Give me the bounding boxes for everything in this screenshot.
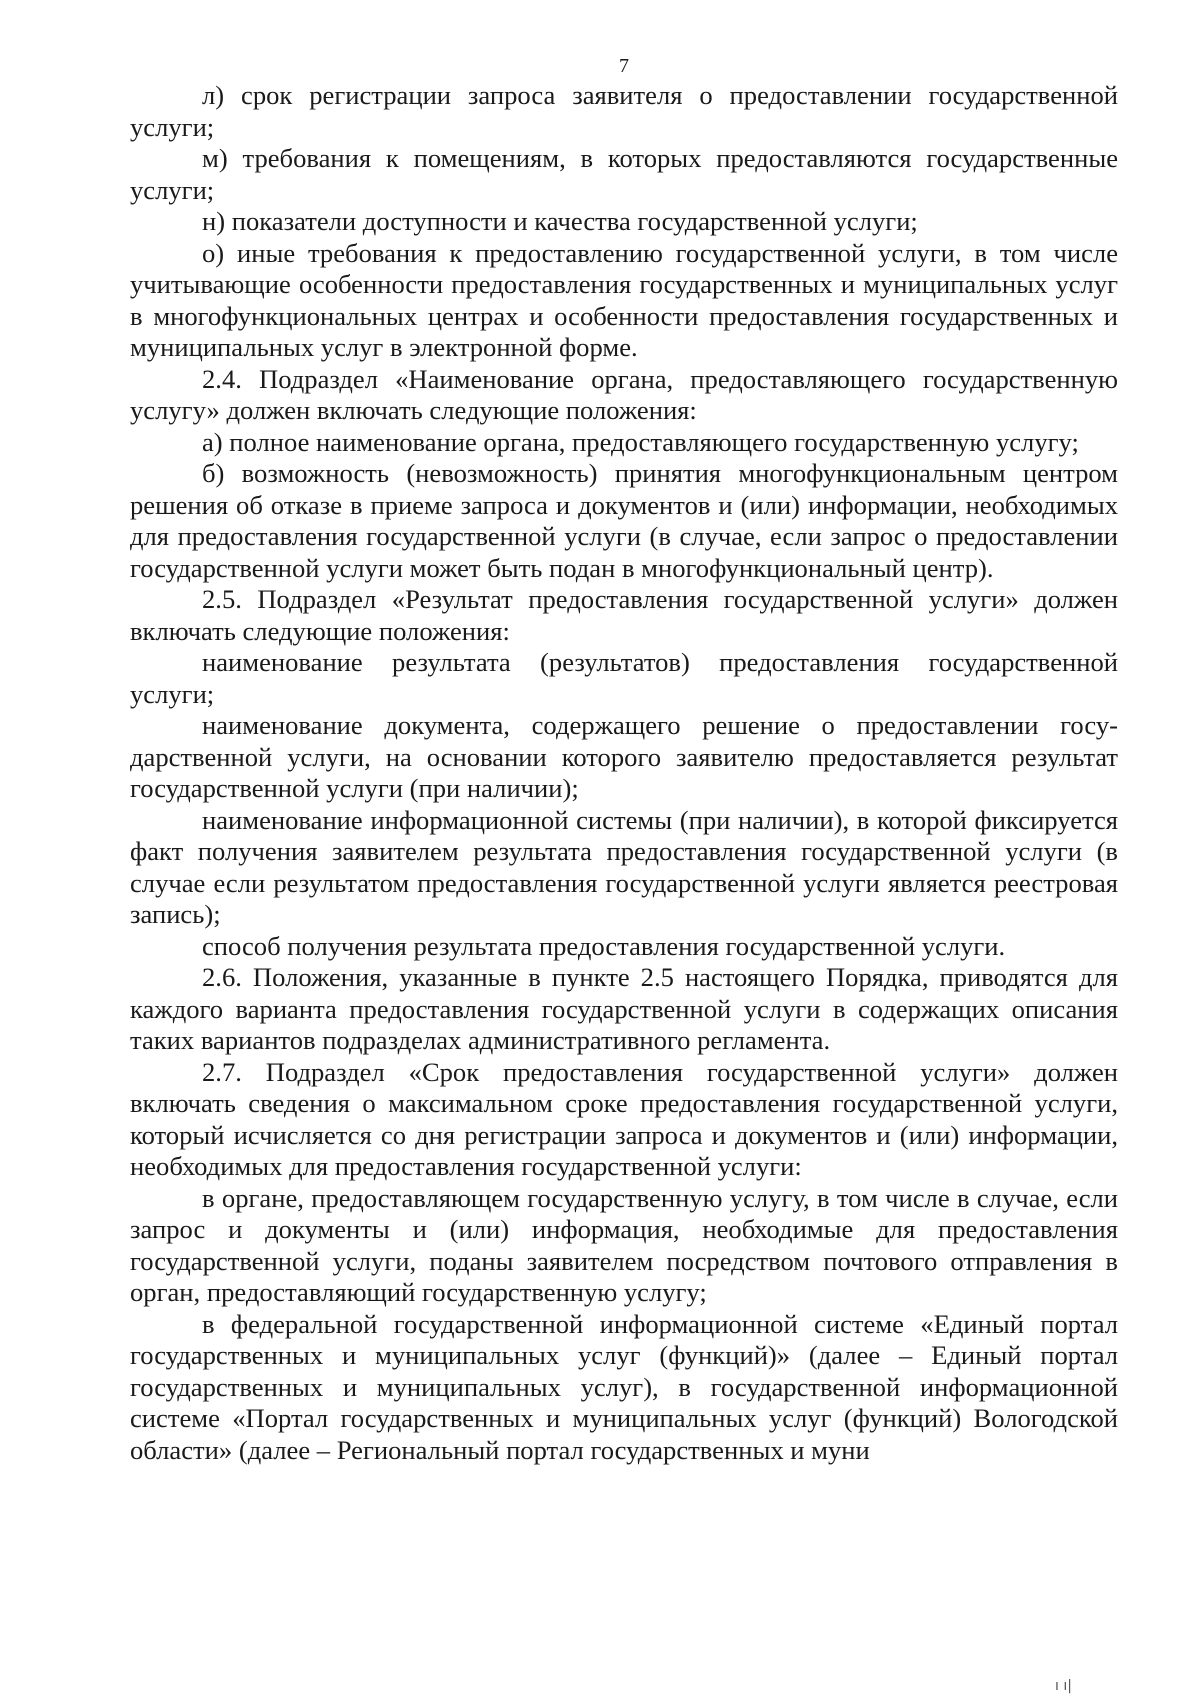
paragraph-2-7-item-1: в органе, предоставляющем государственную услугу, в том числе в случае, если запрос и документы и (или) информация, необходимые для предоставления государственной услуги, поданы заявителем посредством почтового отправления в орган, предоставляющий государственную услугу; bbox=[130, 1182, 1118, 1307]
paragraph-2-5-item-1: наименование результата (результатов) предоставления государственной услуги; bbox=[130, 647, 1118, 709]
document-page bbox=[130, 52, 1118, 1466]
paragraph-m: м) требования к помещениям, в которых предоставляются государственные услуги; bbox=[130, 143, 1118, 205]
paragraph-l: л) срок регистрации запроса заявителя о предоставлении государственной услуги; bbox=[130, 80, 1118, 142]
paragraph-2-7: 2.7. Подраздел «Срок предоставления государственной услуги» должен включать сведения о максимальном сроке предоставления государственной услуги, который исчисляется со дня регистрации запроса и документов и (или) информации, необходимых для предоставления государственной услуги: bbox=[130, 1056, 1118, 1181]
paragraph-2-7-item-2: в федеральной государственной информационной системе «Единый портал государственных и муниципальных услуг (функций)» (далее – Единый портал государственных и муниципальных услуг), в государственной информационной системе «Портал государственных и муниципальных услуг (функций) Вологодской области» (далее – Региональный портал государственных и муни bbox=[130, 1308, 1118, 1465]
paragraph-2-4: 2.4. Подраздел «Наименование органа, предоставляющего государственную услугу» должен включать следующие положения: bbox=[130, 363, 1118, 425]
scan-edge-mark: ı ı| bbox=[1055, 1678, 1072, 1694]
paragraph-2-4-a: а) полное наименование органа, предоставляющего государственную услугу; bbox=[202, 426, 1079, 457]
paragraph-2-6: 2.6. Положения, указанные в пункте 2.5 настоящего Порядка, приводятся для каждого варианта предоставления государственной услуги в содержащих описания таких вариантов подразделах административного регламента. bbox=[130, 962, 1118, 1055]
paragraph-o: о) иные требования к предоставлению государственной услуги, в том числе учитывающие особенности предоставления государственных и муниципальных услуг в многофункциональных центрах и особенности предоставления государственных и муниципальных услуг в электронной форме. bbox=[130, 237, 1118, 362]
paragraph-2-4-b: б) возможность (невозможность) принятия многофункциональным центром решения об отказе в приеме запроса и документов и (или) информации, необходимых для предоставления государственной услуги (в случае, если запрос о предоставлении государственной услуги может быть подан в многофункциональный центр). bbox=[130, 458, 1118, 583]
paragraph-2-5: 2.5. Подраздел «Результат предоставления государственной услуги» должен включать следующие положения: bbox=[130, 584, 1118, 646]
paragraph-n: н) показатели доступности и качества государственной услуги; bbox=[202, 206, 918, 236]
page-number: 7 bbox=[619, 55, 629, 77]
paragraph-2-5-item-4: способ получения результата предоставления государственной услуги. bbox=[202, 930, 1006, 961]
paragraph-2-5-item-2: наименование документа, содержащего решение о предоставлении государственной услуги, на основании которого заявителю предоставляется результат государственной услуги (при наличии); bbox=[130, 710, 1118, 803]
paragraph-2-5-item-3: наименование информационной системы (при наличии), в которой фиксируется факт получения заявителем результата предоставления государственной услуги (в случае если результатом предоставления государственной услуги является реестровая запись); bbox=[130, 804, 1118, 929]
